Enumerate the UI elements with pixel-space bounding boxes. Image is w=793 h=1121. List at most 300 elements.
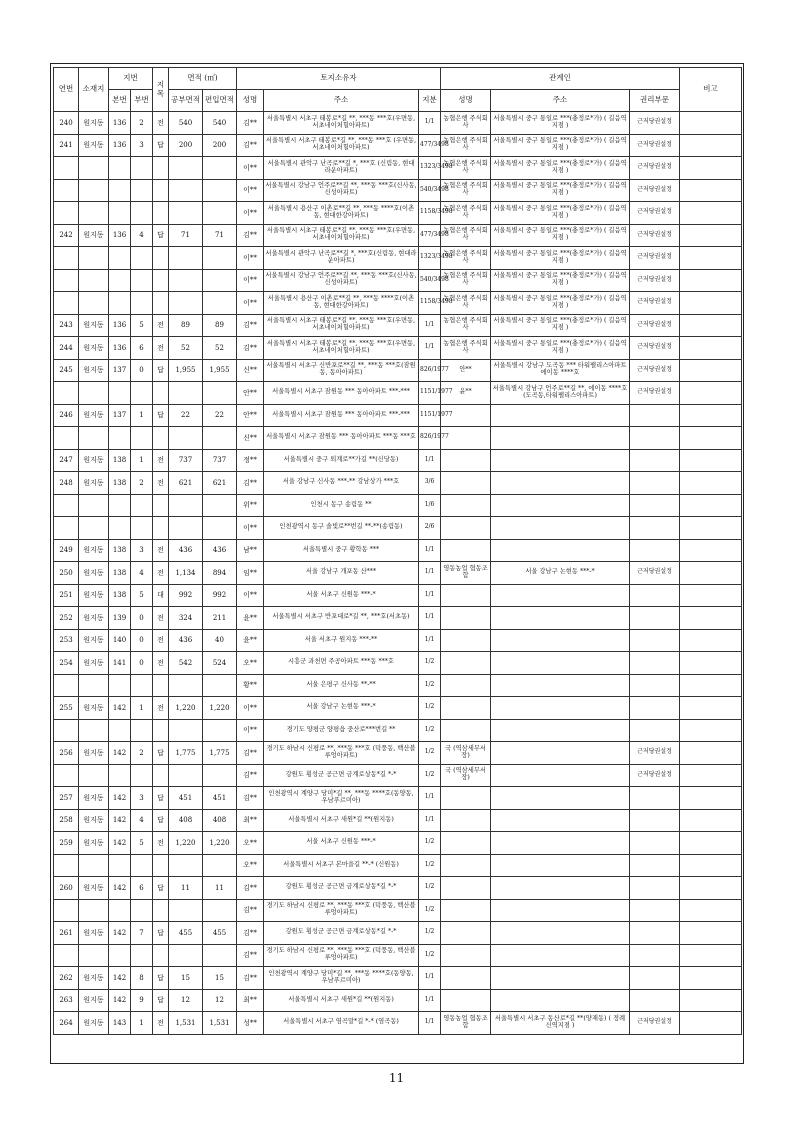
cell-owner-address: 서울특별시 서초구 태봉로*길 **, ***동 ***호(우면동, 서초네이처힐아파트)	[264, 112, 419, 135]
cell-serial	[54, 854, 79, 877]
cell-owner-address: 경기도 양평군 양평읍 중산로***번길 **	[264, 719, 419, 742]
cell-note	[680, 494, 742, 517]
cell-acquire-area: 71	[203, 224, 237, 247]
cell-serial: 257	[54, 787, 79, 810]
cell-sub-no: 8	[131, 967, 153, 990]
cell-serial	[54, 247, 79, 270]
cell-sub-no: 1	[131, 404, 153, 427]
cell-relation-name: 농협은행 주식회사	[441, 224, 491, 247]
cell-note	[680, 809, 742, 832]
cell-acquire-area	[203, 719, 237, 742]
cell-relation-name	[441, 697, 491, 720]
cell-relation-name: 농협은행 주식회사	[441, 269, 491, 292]
table-row	[54, 382, 742, 405]
cell-relation-name: 윤**	[441, 382, 491, 405]
cell-location	[79, 674, 109, 697]
cell-owner-address: 서울특별시 서초구 태봉로*길 **, ***동 ***호 (우면동, 서초네이처힐아파트)	[264, 134, 419, 157]
cell-public-area: 621	[169, 472, 203, 495]
header-acquire-area: 편입면적	[203, 90, 237, 112]
cell-share: 477/3498	[419, 224, 441, 247]
cell-main-no: 137	[109, 404, 131, 427]
cell-owner-name: 김**	[237, 764, 264, 787]
cell-public-area: 22	[169, 404, 203, 427]
cell-share: 1323/3498	[419, 157, 441, 180]
cell-relation-address	[491, 764, 630, 787]
cell-acquire-area: 1,955	[203, 359, 237, 382]
header-location: 소재지	[79, 68, 109, 112]
cell-owner-address: 서울특별시 서초구 잠원동 *** 동아아파트 ***-***	[264, 382, 419, 405]
cell-right-type	[630, 854, 680, 877]
cell-relation-address: 서울 강남구 논현동 ***-*	[491, 562, 630, 585]
cell-right-type	[630, 922, 680, 945]
cell-owner-name: 이**	[237, 719, 264, 742]
cell-note	[680, 697, 742, 720]
cell-owner-name: 신**	[237, 427, 264, 450]
table-row	[54, 337, 742, 360]
cell-category: 대	[153, 584, 169, 607]
cell-relation-address: 서울특별시 중구 통일로 ***(충정로*가) ( 길음역지점 )	[491, 337, 630, 360]
cell-right-type	[630, 832, 680, 855]
table-row	[54, 292, 742, 315]
cell-relation-name: 농협은행 주식회사	[441, 337, 491, 360]
table-row	[54, 224, 742, 247]
cell-owner-name: 신**	[237, 359, 264, 382]
cell-public-area: 1,220	[169, 832, 203, 855]
cell-location	[79, 382, 109, 405]
cell-right-type	[630, 967, 680, 990]
cell-category	[153, 494, 169, 517]
table-row	[54, 584, 742, 607]
cell-acquire-area	[203, 269, 237, 292]
cell-right-type	[630, 449, 680, 472]
cell-category: 답	[153, 404, 169, 427]
cell-right-type	[630, 697, 680, 720]
cell-owner-address: 강원도 횡성군 공근면 금계로상동*길 *-*	[264, 877, 419, 900]
header-lot: 지번	[109, 68, 153, 90]
cell-note	[680, 899, 742, 922]
cell-location: 원지동	[79, 562, 109, 585]
cell-location: 원지동	[79, 607, 109, 630]
cell-owner-name: 오**	[237, 854, 264, 877]
cell-category	[153, 899, 169, 922]
cell-owner-name: 오**	[237, 652, 264, 675]
cell-relation-address: 서울특별시 서초구 동산로*길 **(양재동) ( 정례신역지점 )	[491, 1012, 630, 1035]
cell-note	[680, 359, 742, 382]
cell-acquire-area: 12	[203, 989, 237, 1012]
cell-public-area: 200	[169, 134, 203, 157]
cell-acquire-area	[203, 202, 237, 225]
cell-main-no	[109, 202, 131, 225]
cell-owner-name: 이**	[237, 584, 264, 607]
cell-location: 원지동	[79, 742, 109, 765]
cell-share: 826/1977	[419, 427, 441, 450]
header-relation-name: 성명	[441, 90, 491, 112]
cell-category: 답	[153, 989, 169, 1012]
cell-owner-address: 서울특별시 서초구 신반포로**길 **, ***동 ***호(잠원동, 동아아파트)	[264, 359, 419, 382]
cell-serial: 250	[54, 562, 79, 585]
cell-relation-address	[491, 404, 630, 427]
cell-note	[680, 157, 742, 180]
cell-note	[680, 292, 742, 315]
cell-main-no: 138	[109, 472, 131, 495]
cell-sub-no	[131, 764, 153, 787]
cell-acquire-area: 1,775	[203, 742, 237, 765]
cell-right-type	[630, 404, 680, 427]
cell-main-no: 136	[109, 337, 131, 360]
table-body	[54, 112, 742, 1035]
cell-sub-no: 0	[131, 359, 153, 382]
cell-serial: 240	[54, 112, 79, 135]
cell-location	[79, 269, 109, 292]
cell-owner-name: 이**	[237, 179, 264, 202]
cell-location: 원지동	[79, 449, 109, 472]
cell-right-type	[630, 787, 680, 810]
cell-sub-no: 5	[131, 832, 153, 855]
cell-acquire-area: 200	[203, 134, 237, 157]
cell-owner-name: 황**	[237, 674, 264, 697]
table-row	[54, 854, 742, 877]
cell-relation-name: 안**	[441, 359, 491, 382]
cell-note	[680, 179, 742, 202]
cell-relation-address: 서울특별시 중구 통일로 ***(충정로*가) ( 길음역지점 )	[491, 112, 630, 135]
cell-share: 1/1	[419, 337, 441, 360]
cell-share: 477/3498	[419, 134, 441, 157]
cell-right-type: 근저당권설정	[630, 157, 680, 180]
cell-owner-address: 서울 서초구 신원동 ***-*	[264, 584, 419, 607]
table-row	[54, 944, 742, 967]
header-share: 지분	[419, 90, 441, 112]
header-owner-group: 토지소유자	[237, 68, 441, 90]
header-relation-group: 관계인	[441, 68, 680, 90]
cell-relation-address	[491, 697, 630, 720]
cell-serial	[54, 517, 79, 540]
cell-note	[680, 989, 742, 1012]
cell-share: 1/2	[419, 697, 441, 720]
cell-location	[79, 247, 109, 270]
cell-share: 1/2	[419, 719, 441, 742]
cell-acquire-area: 1,220	[203, 697, 237, 720]
cell-serial: 251	[54, 584, 79, 607]
table-row	[54, 404, 742, 427]
cell-right-type: 근저당권설정	[630, 179, 680, 202]
cell-acquire-area	[203, 157, 237, 180]
cell-location: 원지동	[79, 337, 109, 360]
cell-owner-address: 경기도 하남시 신평로 **, ***동 ***호 (덕풍동, 백산블루엉아파트)	[264, 944, 419, 967]
cell-owner-name: 최**	[237, 809, 264, 832]
cell-main-no: 142	[109, 989, 131, 1012]
cell-share: 2/6	[419, 517, 441, 540]
table-row	[54, 607, 742, 630]
cell-note	[680, 134, 742, 157]
cell-owner-name: 이**	[237, 247, 264, 270]
cell-serial	[54, 157, 79, 180]
cell-owner-address: 서울특별시 서초구 잠원동 *** 동아아파트 ***-***	[264, 404, 419, 427]
cell-sub-no	[131, 719, 153, 742]
table-row	[54, 202, 742, 225]
cell-owner-address: 서울 서초구 원지동 ***-**	[264, 629, 419, 652]
cell-category	[153, 269, 169, 292]
cell-main-no: 140	[109, 629, 131, 652]
cell-category	[153, 202, 169, 225]
cell-serial: 256	[54, 742, 79, 765]
cell-relation-name: 영동농업 협동조합	[441, 1012, 491, 1035]
cell-sub-no	[131, 202, 153, 225]
cell-public-area	[169, 427, 203, 450]
cell-public-area: 737	[169, 449, 203, 472]
cell-acquire-area: 455	[203, 922, 237, 945]
cell-note	[680, 787, 742, 810]
cell-serial: 244	[54, 337, 79, 360]
table-row	[54, 562, 742, 585]
cell-serial: 248	[54, 472, 79, 495]
cell-category: 전	[153, 1012, 169, 1035]
cell-location: 원지동	[79, 832, 109, 855]
cell-location	[79, 764, 109, 787]
cell-owner-name: 김**	[237, 337, 264, 360]
cell-owner-address: 서울특별시 서초구 반포대로*길 **, ***호(서초동)	[264, 607, 419, 630]
cell-relation-address: 서울특별시 중구 통일로 ***(충정로*가) ( 길음역지점 )	[491, 269, 630, 292]
cell-share: 1/1	[419, 989, 441, 1012]
cell-main-no: 141	[109, 652, 131, 675]
cell-sub-no	[131, 854, 153, 877]
cell-main-no	[109, 427, 131, 450]
cell-owner-name: 김**	[237, 742, 264, 765]
cell-right-type: 근저당권설정	[630, 314, 680, 337]
cell-right-type	[630, 719, 680, 742]
cell-public-area: 11	[169, 877, 203, 900]
cell-sub-no: 4	[131, 562, 153, 585]
cell-share: 1/2	[419, 742, 441, 765]
header-relation-address: 주소	[491, 90, 630, 112]
table-row	[54, 472, 742, 495]
cell-relation-address: 서울특별시 중구 통일로 ***(충정로*가) ( 길음역지점 )	[491, 224, 630, 247]
cell-relation-address	[491, 922, 630, 945]
cell-note	[680, 404, 742, 427]
cell-location: 원지동	[79, 787, 109, 810]
cell-owner-address: 서울특별시 서초구 본마을길 **-* (신원동)	[264, 854, 419, 877]
cell-main-no	[109, 247, 131, 270]
cell-serial: 259	[54, 832, 79, 855]
cell-acquire-area	[203, 494, 237, 517]
table-row	[54, 449, 742, 472]
cell-sub-no: 7	[131, 922, 153, 945]
cell-location: 원지동	[79, 112, 109, 135]
cell-public-area	[169, 899, 203, 922]
cell-category: 답	[153, 359, 169, 382]
cell-public-area: 542	[169, 652, 203, 675]
cell-owner-name: 최**	[237, 989, 264, 1012]
cell-owner-name: 안**	[237, 404, 264, 427]
cell-note	[680, 427, 742, 450]
cell-owner-address: 서울 강남구 신사동 ***-** 강남상가 ***호	[264, 472, 419, 495]
cell-serial: 246	[54, 404, 79, 427]
cell-relation-name: 영동농업 협동조합	[441, 562, 491, 585]
cell-category: 전	[153, 539, 169, 562]
cell-category	[153, 674, 169, 697]
cell-location	[79, 157, 109, 180]
table-row	[54, 269, 742, 292]
cell-sub-no	[131, 292, 153, 315]
cell-relation-name: 농협은행 주식회사	[441, 202, 491, 225]
cell-location	[79, 202, 109, 225]
cell-main-no: 138	[109, 584, 131, 607]
cell-owner-name: 안**	[237, 382, 264, 405]
cell-right-type	[630, 494, 680, 517]
cell-location: 원지동	[79, 697, 109, 720]
cell-owner-name: 김**	[237, 877, 264, 900]
cell-right-type	[630, 584, 680, 607]
cell-owner-name: 이**	[237, 157, 264, 180]
cell-serial: 255	[54, 697, 79, 720]
cell-note	[680, 337, 742, 360]
cell-main-no: 142	[109, 697, 131, 720]
cell-serial: 264	[54, 1012, 79, 1035]
table-row	[54, 899, 742, 922]
cell-main-no: 139	[109, 607, 131, 630]
cell-public-area	[169, 202, 203, 225]
cell-serial	[54, 944, 79, 967]
cell-main-no	[109, 494, 131, 517]
cell-right-type: 근저당권설정	[630, 134, 680, 157]
cell-sub-no	[131, 944, 153, 967]
cell-relation-name: 농협은행 주식회사	[441, 292, 491, 315]
cell-location: 원지동	[79, 629, 109, 652]
cell-share: 3/6	[419, 472, 441, 495]
cell-sub-no: 2	[131, 742, 153, 765]
cell-sub-no	[131, 157, 153, 180]
cell-share: 1158/3498	[419, 202, 441, 225]
cell-share: 1/2	[419, 944, 441, 967]
cell-category: 전	[153, 697, 169, 720]
cell-right-type	[630, 427, 680, 450]
cell-owner-address: 서울특별시 서초구 염곡말*길 *-* (염곡동)	[264, 1012, 419, 1035]
cell-main-no	[109, 269, 131, 292]
cell-location: 원지동	[79, 922, 109, 945]
cell-note	[680, 922, 742, 945]
cell-relation-address	[491, 652, 630, 675]
cell-serial: 262	[54, 967, 79, 990]
cell-note	[680, 674, 742, 697]
cell-public-area	[169, 292, 203, 315]
cell-relation-address	[491, 944, 630, 967]
cell-main-no: 138	[109, 449, 131, 472]
cell-owner-name: 김**	[237, 314, 264, 337]
cell-share: 1/1	[419, 112, 441, 135]
cell-category	[153, 247, 169, 270]
cell-relation-name	[441, 832, 491, 855]
cell-acquire-area: 894	[203, 562, 237, 585]
header-public-area: 공부면적	[169, 90, 203, 112]
cell-owner-name: 김**	[237, 944, 264, 967]
cell-owner-address: 서울특별시 서초구 태봉로*길 **, ***동 ***호(우면동, 서초네이처힐아파트)	[264, 224, 419, 247]
cell-right-type: 근저당권설정	[630, 764, 680, 787]
cell-right-type: 근저당권설정	[630, 112, 680, 135]
cell-relation-name	[441, 922, 491, 945]
cell-relation-name	[441, 629, 491, 652]
cell-share: 1/2	[419, 899, 441, 922]
cell-main-no	[109, 179, 131, 202]
cell-acquire-area	[203, 854, 237, 877]
cell-public-area	[169, 719, 203, 742]
cell-public-area	[169, 269, 203, 292]
cell-note	[680, 269, 742, 292]
cell-relation-address	[491, 494, 630, 517]
cell-location: 원지동	[79, 359, 109, 382]
cell-location: 원지동	[79, 652, 109, 675]
cell-location: 원지동	[79, 539, 109, 562]
cell-note	[680, 832, 742, 855]
cell-serial	[54, 719, 79, 742]
cell-right-type: 근저당권설정	[630, 382, 680, 405]
cell-location	[79, 854, 109, 877]
cell-note	[680, 224, 742, 247]
cell-relation-address	[491, 967, 630, 990]
cell-location	[79, 179, 109, 202]
cell-sub-no: 1	[131, 449, 153, 472]
cell-serial	[54, 382, 79, 405]
cell-owner-address: 서울특별시 서초구 새원*길 **(원지동)	[264, 989, 419, 1012]
table-row	[54, 922, 742, 945]
cell-main-no: 136	[109, 134, 131, 157]
cell-relation-address: 서울특별시 강남구 언주로**길 **, 에이동 ****호(도곡동,타워팰리스아파트)	[491, 382, 630, 405]
land-owner-table	[53, 67, 742, 1035]
cell-sub-no	[131, 247, 153, 270]
cell-public-area	[169, 494, 203, 517]
cell-acquire-area: 621	[203, 472, 237, 495]
cell-owner-address: 서울특별시 관악구 난곡로**길 *, ***호(신림동, 현대라운아파트)	[264, 247, 419, 270]
cell-right-type: 근저당권설정	[630, 247, 680, 270]
cell-owner-name: 김**	[237, 787, 264, 810]
cell-serial	[54, 427, 79, 450]
cell-relation-name: 국 (역삼세무서장)	[441, 742, 491, 765]
cell-owner-name: 김**	[237, 967, 264, 990]
cell-serial	[54, 179, 79, 202]
cell-relation-name	[441, 539, 491, 562]
cell-owner-name: 김**	[237, 134, 264, 157]
cell-main-no	[109, 719, 131, 742]
cell-right-type: 근저당권설정	[630, 269, 680, 292]
cell-right-type	[630, 674, 680, 697]
cell-public-area	[169, 944, 203, 967]
cell-note	[680, 742, 742, 765]
cell-main-no	[109, 157, 131, 180]
cell-relation-address: 서울특별시 중구 통일로 ***(충정로*가) ( 길음역지점 )	[491, 314, 630, 337]
cell-relation-name	[441, 607, 491, 630]
cell-relation-address: 서울특별시 중구 통일로 ***(충정로*가) ( 길음역지점 )	[491, 179, 630, 202]
cell-share: 1/2	[419, 877, 441, 900]
cell-category	[153, 179, 169, 202]
cell-owner-address: 경기도 하남시 신평로 **, ***동 ***호 (덕풍동, 백산블루엉아파트)	[264, 899, 419, 922]
cell-note	[680, 247, 742, 270]
header-owner-name: 성명	[237, 90, 264, 112]
cell-serial	[54, 494, 79, 517]
cell-public-area: 451	[169, 787, 203, 810]
cell-sub-no	[131, 494, 153, 517]
header-sub-no: 부번	[131, 90, 153, 112]
cell-main-no	[109, 382, 131, 405]
cell-acquire-area: 40	[203, 629, 237, 652]
table-row	[54, 539, 742, 562]
cell-note	[680, 719, 742, 742]
cell-note	[680, 382, 742, 405]
cell-location: 원지동	[79, 584, 109, 607]
cell-relation-address	[491, 989, 630, 1012]
cell-sub-no	[131, 427, 153, 450]
cell-relation-address	[491, 854, 630, 877]
cell-owner-name: 이**	[237, 269, 264, 292]
cell-relation-address	[491, 719, 630, 742]
cell-acquire-area: 737	[203, 449, 237, 472]
